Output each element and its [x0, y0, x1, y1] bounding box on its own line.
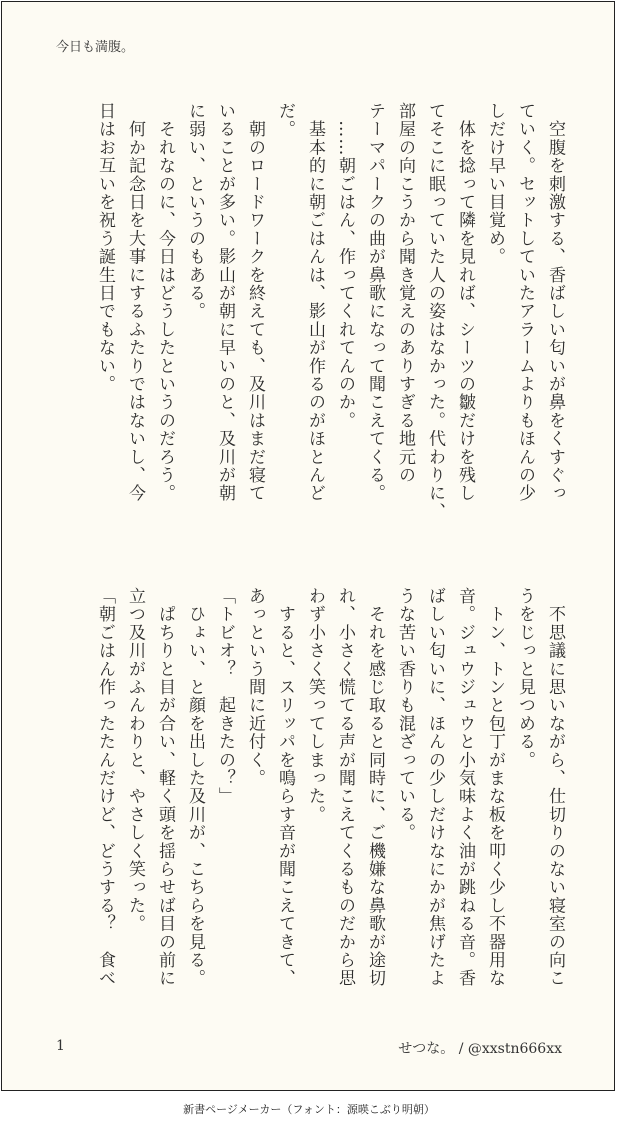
text-line: うをじっと見つめる。: [515, 587, 535, 769]
text-line: それなのに、今日はどうしたというのだろう。: [155, 102, 175, 503]
text-line: ひょい、と顔を出した及川が、こちらを見る。: [185, 587, 205, 988]
text-line: 何か記念日を大事にするふたりではないし、今: [125, 102, 145, 503]
text-line: 空腹を刺激する、香ばしい匂いが鼻をくすぐっ: [545, 102, 565, 503]
text-line: 音。ジュウジュウと小気味よく油が跳ねる音。香: [455, 587, 475, 988]
text-line: ていく。セットしていたアラームよりもほんの少: [515, 102, 535, 503]
generator-credit: 新書ページメーカー（フォント：源暎こぶり明朝）: [183, 1103, 435, 1116]
text-line: トン、トンと包丁がまな板を叩く少し不器用な: [485, 587, 505, 988]
author-credit: せつな。 / @xxstn666xx: [398, 1041, 562, 1057]
text-line: 基本的に朝ごはんは、影山が作るのがほとんど: [305, 102, 325, 503]
book-page: [1, 1, 615, 1091]
text-line: 部屋の向こうから聞き覚えのありすぎる地元の: [395, 102, 415, 485]
lower-text-block: [90, 587, 570, 1007]
text-line: 不思議に思いながら、仕切りのない寝室の向こ: [545, 587, 565, 988]
text-line: 立つ及川がふんわりと、やさしく笑った。: [125, 587, 145, 933]
text-line: れ、小さく慌てる声が聞こえてくるものだから思: [335, 587, 355, 988]
text-line: 日はお互いを祝う誕生日でもない。: [95, 102, 115, 394]
text-line: に弱い、というのもある。: [185, 102, 205, 321]
text-line: あっという間に近付く。: [245, 587, 265, 788]
text-line: てそこに眠っていた人の姿はなかった。代わりに、: [425, 102, 445, 521]
text-line: わず小さく笑ってしまった。: [305, 587, 325, 824]
text-line: しだけ早い目覚め。: [485, 102, 505, 266]
page-header-title: 今日も満腹。: [56, 40, 135, 55]
text-line: うな苦い香りも混ざっている。: [395, 587, 415, 842]
text-line: だ。: [275, 102, 295, 139]
text-line: すると、スリッパを鳴らす音が聞こえてきて、: [275, 587, 295, 988]
text-line: 「朝ごはん作ったたんだけど、どうする？ 食べ: [95, 587, 115, 988]
text-line: 「トビオ？ 起きたの？」: [215, 587, 235, 806]
text-line: 朝のロードワークを終えても、及川はまだ寝て: [245, 102, 265, 503]
text-line: ……朝ごはん、作ってくれてんのか。: [335, 102, 355, 430]
text-line: テーマパークの曲が鼻歌になって聞こえてくる。: [365, 102, 385, 503]
upper-text-block: [90, 102, 570, 532]
text-line: 体を捻って隣を見れば、シーツの皺だけを残し: [455, 102, 475, 503]
text-line: それを感じ取ると同時に、ご機嫌な鼻歌が途切: [365, 587, 385, 988]
text-line: ばしい匂いに、ほんの少しだけなにかが焦げたよ: [425, 587, 445, 988]
page-number: 1: [56, 1038, 65, 1054]
text-line: ぱちりと目が合い、軽く頭を揺らせば目の前に: [155, 587, 175, 988]
text-line: いることが多い。影山が朝に早いのと、及川が朝: [215, 102, 235, 503]
